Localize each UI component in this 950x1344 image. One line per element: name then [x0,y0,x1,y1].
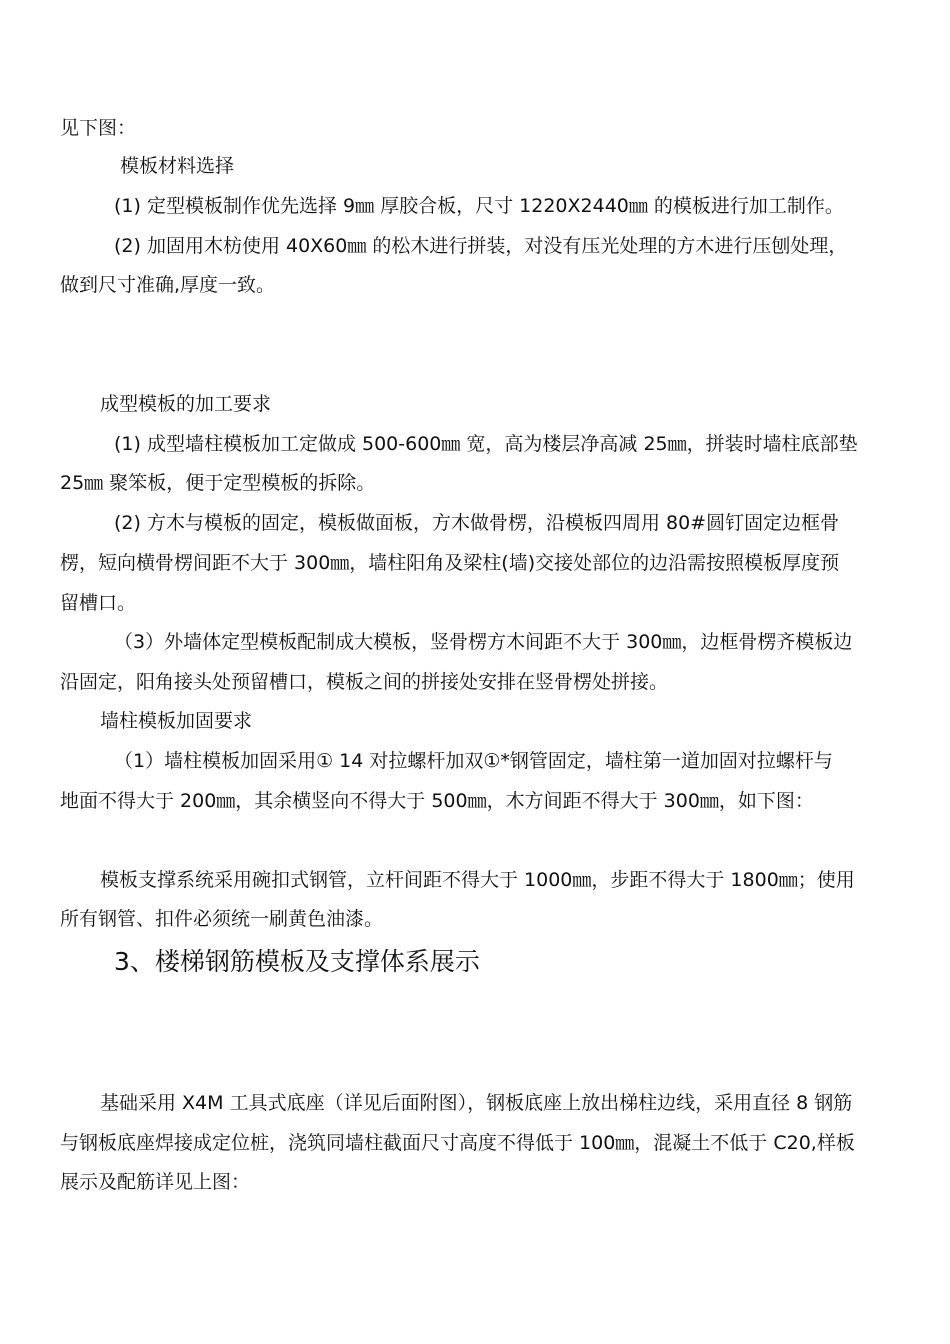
section-title-reinforcement: 墙柱模板加固要求 [100,710,253,732]
materials-item-2-line-1: (2) 加固用木枋使用 40X60㎜ 的松木进行拼装，对没有压光处理的方木进行压刨处理， [114,235,848,257]
processing-item-3-line-1: （3）外墙体定型模板配制成大模板，竖骨楞方木间距不大于 300㎜，边框骨楞齐模板边 [114,631,853,653]
intro-text: 见下图： [60,117,137,139]
support-line-2: 所有钢管、扣件必须统一刷黄色油漆。 [60,908,384,930]
section-title-processing: 成型模板的加工要求 [100,393,272,415]
reinforcement-item-1-line-1: （1）墙柱模板加固采用① 14 对拉螺杆加双①*钢管固定，墙柱第一道加固对拉螺杆与 [114,750,833,772]
materials-item-2-line-2: 做到尺寸准确,厚度一致。 [60,274,276,296]
section-heading-3: 3、楼梯钢筋模板及支撑体系展示 [114,947,480,976]
support-line-1: 模板支撑系统采用碗扣式钢管，立杆间距不得大于 1000㎜，步距不得大于 1800㎜；使用 [100,869,855,891]
processing-item-2-line-1: (2) 方木与模板的固定，模板做面板，方木做骨楞，沿模板四周用 80#圆钉固定边框骨 [114,512,840,534]
processing-item-2-line-3: 留槽口。 [60,592,137,614]
foundation-line-2: 与钢板底座焊接成定位桩，浇筑同墙柱截面尺寸高度不得低于 100㎜，混凝土不低于 C20,样板 [60,1132,855,1154]
processing-item-1-line-1: (1) 成型墙柱模板加工定做成 500-600㎜ 宽，高为楼层净高减 25㎜，拼装时墙柱底部垫 [114,433,858,455]
processing-item-1-line-2: 25㎜ 聚笨板，便于定型模板的拆除。 [60,472,376,494]
section-title-materials: 模板材料选择 [120,155,235,177]
foundation-line-3: 展示及配筋详见上图： [60,1171,251,1193]
reinforcement-item-1-line-2: 地面不得大于 200㎜，其余横竖向不得大于 500㎜，木方间距不得大于 300㎜，如下图： [60,790,814,812]
processing-item-2-line-2: 楞，短向横骨楞间距不大于 300㎜，墙柱阳角及梁柱(墙)交接处部位的边沿需按照模板厚度预 [60,552,840,574]
processing-item-3-line-2: 沿固定，阳角接头处预留槽口，模板之间的拼接处安排在竖骨楞处拼接。 [60,671,669,693]
foundation-line-1: 基础采用 X4M 工具式底座（详见后面附图），钢板底座上放出梯柱边线，采用直径 8 钢筋 [100,1092,853,1114]
materials-item-1: (1) 定型模板制作优先选择 9㎜ 厚胶合板，尺寸 1220X2440㎜ 的模板进行加工制作。 [114,195,844,217]
